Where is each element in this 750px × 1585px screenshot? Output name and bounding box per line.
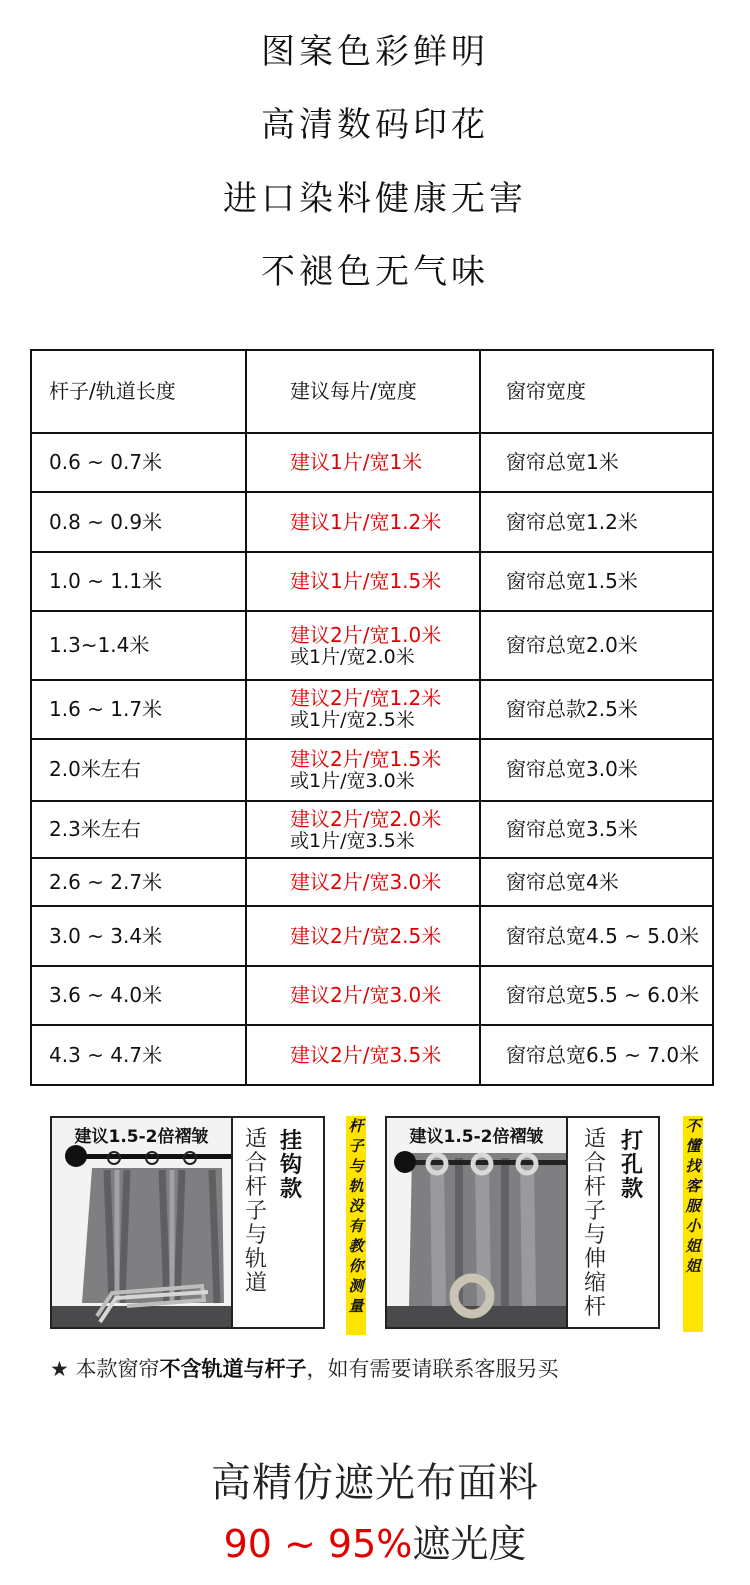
slogan-2: 高清数码印花: [261, 105, 489, 145]
slogan-1: 图案色彩鲜明: [261, 32, 489, 72]
alt-text: 或1片/宽2.0米: [290, 645, 415, 668]
suggest-cell: [246, 858, 480, 906]
suggest-text: 建议2片/宽1.2米: [290, 686, 442, 711]
length-cell: 2.6 ~ 2.7米: [31, 858, 246, 906]
suggest-cell: [246, 680, 480, 739]
width-cell: 窗帘总宽3.0米: [480, 739, 713, 802]
suggest-text: 建议2片/宽3.0米: [290, 983, 442, 1008]
blackout-percent: 90 ~ 95%: [223, 1522, 413, 1566]
suggest-text: 建议2片/宽1.0米: [290, 622, 442, 647]
measure-tip-bar: 杆子与轨没有教你测量: [346, 1116, 366, 1335]
length-cell: 3.6 ~ 4.0米: [31, 966, 246, 1026]
grommet-curtain-illustration: [387, 1118, 566, 1327]
hook-desc: 适合杆子与轨道: [245, 1127, 268, 1296]
alt-text: 或1片/宽2.5米: [290, 709, 415, 732]
length-cell: 4.3 ~ 4.7米: [31, 1025, 246, 1085]
hook-photo-title: 建议1.5-2倍褶皱: [74, 1127, 209, 1147]
note-after: ，如有需要请联系客服另买: [306, 1357, 559, 1381]
length-cell: 3.0 ~ 3.4米: [31, 906, 246, 966]
suggest-text: 建议2片/宽3.0米: [290, 869, 442, 894]
note-before: 本款窗帘: [75, 1357, 160, 1381]
alt-text: 或1片/宽3.5米: [290, 829, 415, 852]
suggest-cell: [246, 433, 480, 493]
hook-title: 挂钩款: [280, 1129, 303, 1202]
suggest-cell: [246, 1025, 480, 1085]
header-suggest: 建议每片/宽度: [246, 350, 480, 433]
suggest-cell: [246, 492, 480, 552]
table-row: [31, 739, 713, 802]
length-cell: 1.3~1.4米: [31, 611, 246, 680]
width-cell: 窗帘总宽5.5 ~ 6.0米: [480, 966, 713, 1026]
suggest-cell: [246, 906, 480, 966]
suggest-text: 建议2片/宽2.0米: [290, 806, 442, 831]
suggest-text: 建议2片/宽1.5米: [290, 746, 442, 771]
slogan-4: 不褪色无气味: [261, 252, 489, 292]
length-cell: 2.0米左右: [31, 739, 246, 802]
hook-style-card: [50, 1116, 325, 1329]
width-cell: 窗帘总宽4米: [480, 858, 713, 906]
suggest-text: 建议1片/宽1.2米: [290, 509, 442, 534]
service-tip-bar: 不懂找客服小姐姐: [683, 1116, 703, 1332]
width-cell: 窗帘总宽6.5 ~ 7.0米: [480, 1025, 713, 1085]
table-row: [31, 858, 713, 906]
suggest-text: 建议1片/宽1米: [290, 450, 423, 475]
table-row: [31, 680, 713, 739]
no-rod-note: [50, 1353, 559, 1383]
table-row: [31, 611, 713, 680]
table-row: [31, 801, 713, 858]
suggest-cell: [246, 966, 480, 1026]
length-cell: 0.8 ~ 0.9米: [31, 492, 246, 552]
suggest-text: 建议2片/宽3.5米: [290, 1042, 442, 1067]
width-cell: 窗帘总宽2.0米: [480, 611, 713, 680]
width-cell: 窗帘总款2.5米: [480, 680, 713, 739]
table-row: [31, 966, 713, 1026]
table-row: [31, 492, 713, 552]
suggest-cell: [246, 739, 480, 802]
width-cell: 窗帘总宽4.5 ~ 5.0米: [480, 906, 713, 966]
grommet-title: 打孔款: [621, 1129, 644, 1202]
suggest-text: 建议1片/宽1.5米: [290, 569, 442, 594]
grommet-photo-title: 建议1.5-2倍褶皱: [409, 1127, 544, 1147]
table-row: [31, 906, 713, 966]
suggest-text: 建议2片/宽2.5米: [290, 923, 442, 948]
width-cell: 窗帘总宽3.5米: [480, 801, 713, 858]
header-width: 窗帘宽度: [480, 350, 713, 433]
length-cell: 1.0 ~ 1.1米: [31, 552, 246, 612]
suggest-cell: [246, 801, 480, 858]
table-row: [31, 1025, 713, 1085]
suggest-cell: [246, 552, 480, 612]
hook-curtain-illustration: [52, 1118, 231, 1327]
length-cell: 2.3米左右: [31, 801, 246, 858]
grommet-curtain-photo: [387, 1118, 568, 1327]
table-row: [31, 552, 713, 612]
suggest-cell: [246, 611, 480, 680]
width-cell: 窗帘总宽1米: [480, 433, 713, 493]
fabric-title: 高精仿遮光布面料: [211, 1460, 539, 1506]
size-table: [30, 349, 714, 1086]
length-cell: 1.6 ~ 1.7米: [31, 680, 246, 739]
slogan-3: 进口染料健康无害: [223, 179, 527, 219]
note-bold: 不含轨道与杆子: [159, 1357, 307, 1381]
table-header-row: [31, 350, 713, 433]
width-cell: 窗帘总宽1.5米: [480, 552, 713, 612]
table-row: [31, 433, 713, 493]
blackout-rate: [0, 1513, 750, 1568]
hook-curtain-photo: [52, 1118, 233, 1327]
grommet-style-card: [385, 1116, 660, 1329]
blackout-suffix: 遮光度: [412, 1522, 527, 1566]
star-icon: ★: [50, 1357, 69, 1381]
grommet-desc: 适合杆子与伸缩杆: [584, 1127, 607, 1320]
length-cell: 0.6 ~ 0.7米: [31, 433, 246, 493]
width-cell: 窗帘总宽1.2米: [480, 492, 713, 552]
header-length: 杆子/轨道长度: [31, 350, 246, 433]
alt-text: 或1片/宽3.0米: [290, 769, 415, 792]
